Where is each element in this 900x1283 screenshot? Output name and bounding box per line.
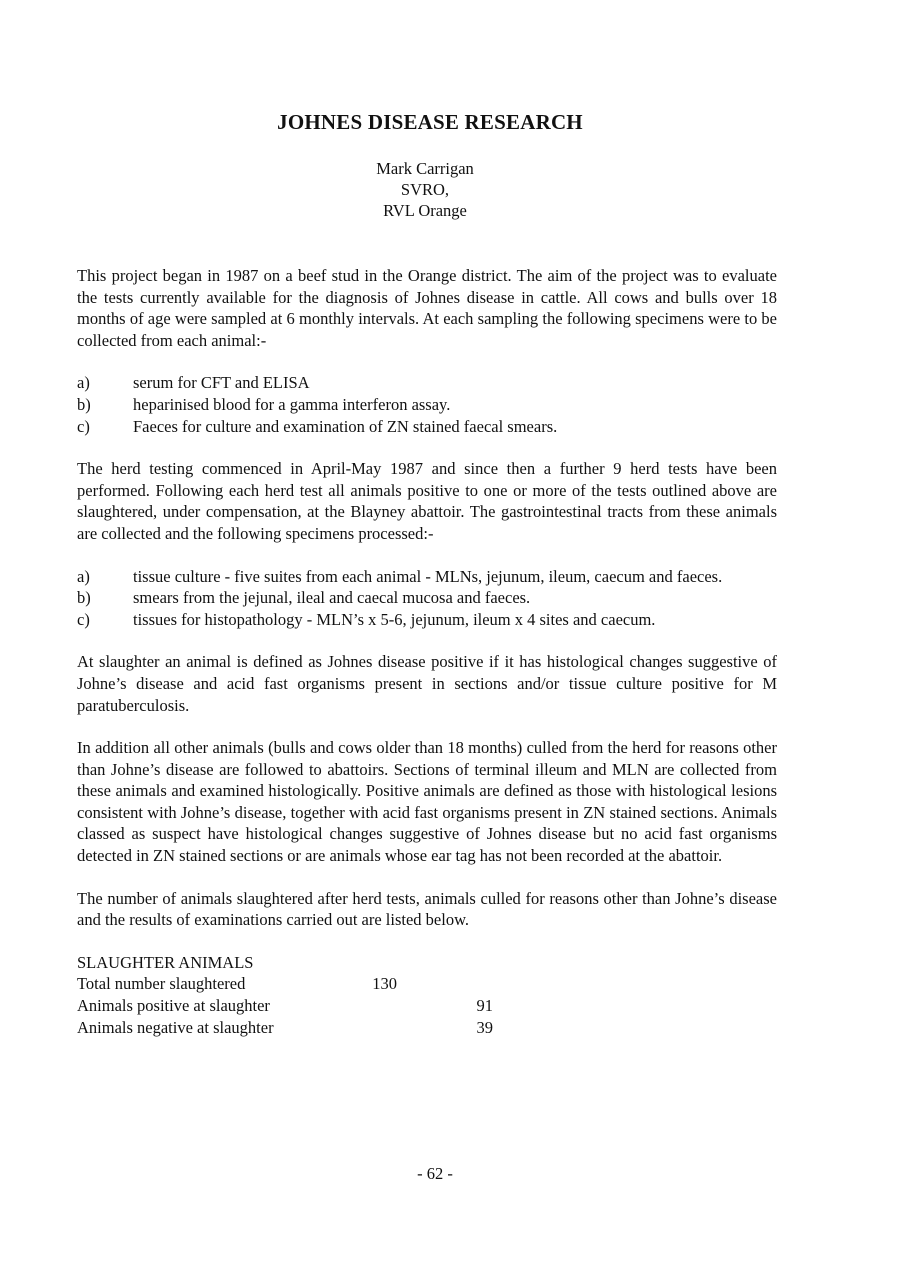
stats-label: Animals negative at slaughter [77,1017,274,1037]
author-location: RVL Orange [383,201,467,220]
document-title: JOHNES DISEASE RESEARCH [277,110,583,134]
paragraph-herd-testing: The herd testing commenced in April-May 1987 and since then a further 9 herd tests have been performed. Following each herd test all animals positive to one or more of the tests outlined above are slaughtered, under compensation, at the Blayney abattoir. The gastrointestinal tracts from these animals are collected and the following specimens processed:- [77,459,777,543]
list-marker: a) [77,566,90,586]
list-item [77,566,777,588]
list-marker: a) [77,373,90,393]
list-marker: b) [77,394,91,414]
stats-sub-value: 91 [476,996,493,1016]
paragraph-culled-animals: In addition all other animals (bulls and cows older than 18 months) culled from the herd for reasons other than Johne’s disease are followed to abattoirs. Sections of terminal illeum and MLN are collected from these animals and examined histologically. Positive animals are defined as those with histological lesions consistent with Johne’s disease, together with acid fast organisms present in ZN stained sections. Animals classed as suspect have histological changes suggestive of Johnes disease but no acid fast organisms detected in ZN stained sections or are animals whose ear tag has not been recorded at the abattoir. [77,738,777,866]
paragraph-intro: This project began in 1987 on a beef stud in the Orange district. The aim of the project was to evaluate the tests currently available for the diagnosis of Johnes disease in cattle. All cows and bulls over 18 months of age were sampled at 6 monthly intervals. At each sampling the following specimens were to be collected from each animal:- [77,266,777,350]
specimens-list [77,372,777,437]
stats-label: Total number slaughtered [77,974,246,994]
stats-total-value [357,995,397,1017]
slaughter-heading: SLAUGHTER ANIMALS [77,952,254,972]
stats-label: Animals positive at slaughter [77,996,270,1016]
slaughter-stats [77,952,777,1038]
stats-row [77,1017,777,1039]
list-marker: b) [77,588,91,608]
page-number: - 62 - [417,1164,453,1183]
document-body [77,265,777,1038]
processed-specimens-list [77,566,777,631]
list-item-text: Faeces for culture and examination of ZN stained faecal smears. [133,416,558,436]
list-item [77,609,777,631]
author-block [0,158,850,221]
list-item-text: tissues for histopathology - MLN’s x 5-6, jejunum, ileum x 4 sites and caecum. [133,609,656,629]
stats-total-value [357,1017,397,1039]
list-item-text: heparinised blood for a gamma interferon assay. [133,394,451,414]
list-item-text: smears from the jejunal, ileal and caecal mucosa and faeces. [133,588,531,608]
list-item [77,416,777,438]
list-item-text: tissue culture - five suites from each animal - MLNs, jejunum, ileum, caecum and faeces. [133,566,723,586]
stats-sub-value [397,973,493,995]
stats-sub-value: 39 [476,1017,493,1037]
author-name: Mark Carrigan [376,159,474,178]
stats-row [77,973,777,995]
stats-row [77,995,777,1017]
list-item [77,587,777,609]
list-item [77,394,777,416]
list-item-text: serum for CFT and ELISA [133,373,310,393]
stats-total-value: 130 [372,974,397,994]
list-item [77,372,777,394]
list-marker: c) [77,416,90,436]
paragraph-summary: The number of animals slaughtered after herd tests, animals culled for reasons other than Johne’s disease and the results of examinations carried out are listed below. [77,888,777,930]
paragraph-definition: At slaughter an animal is defined as Johnes disease positive if it has histological changes suggestive of Johne’s disease and acid fast organisms present in sections and/or tissue culture positive for M paratuberculosis. [77,652,777,715]
author-position: SVRO, [400,180,450,199]
list-marker: c) [77,609,90,629]
